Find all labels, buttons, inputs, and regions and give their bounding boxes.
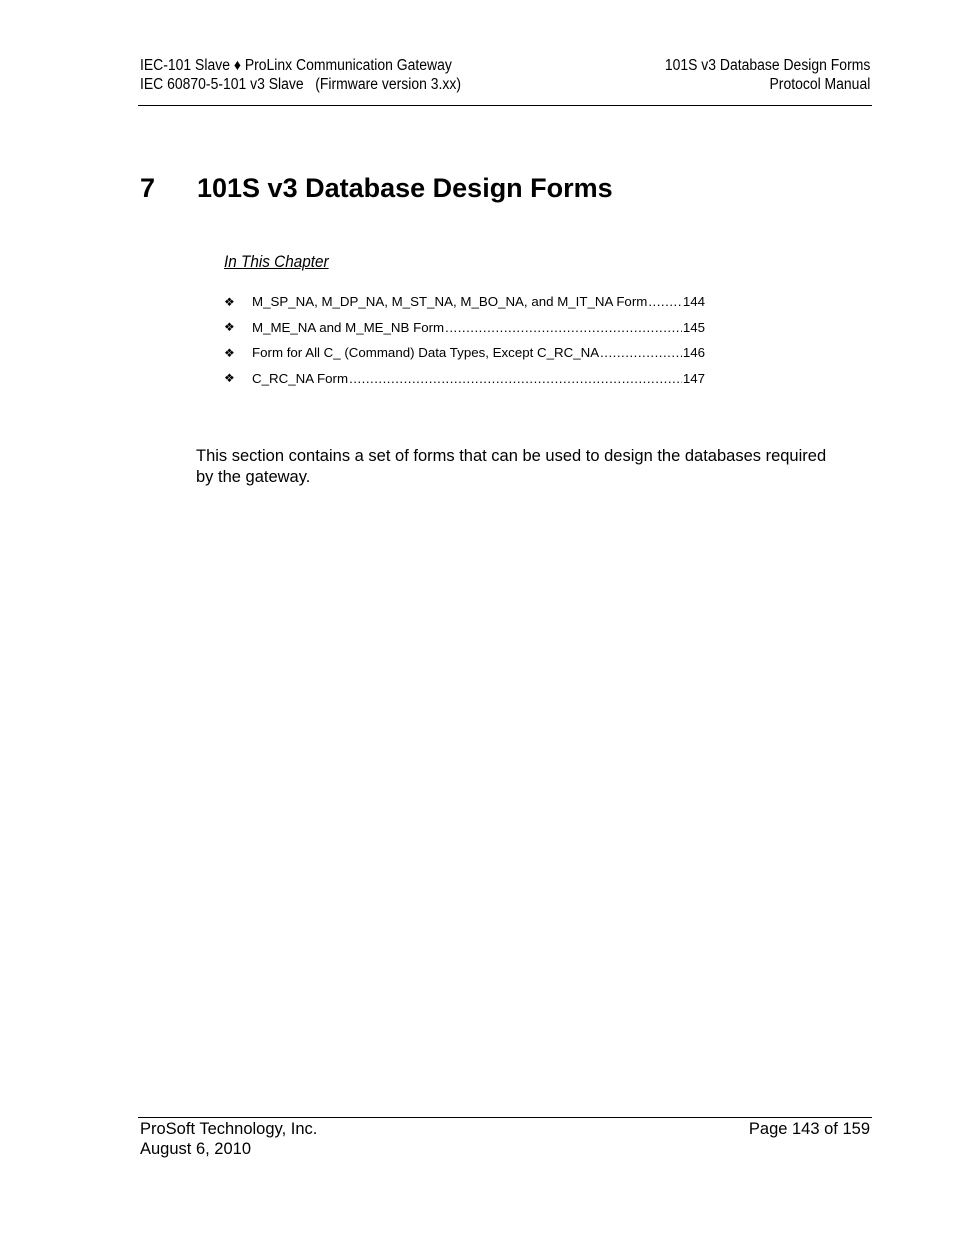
- toc-entry[interactable]: [224, 289, 705, 315]
- chapter-title: 101S v3 Database Design Forms: [197, 173, 613, 203]
- toc-leader-dots: [648, 294, 681, 309]
- bullet-diamond-icon: ❖: [224, 371, 235, 386]
- header-right: [665, 56, 870, 94]
- toc-leader-dots: [349, 371, 682, 386]
- page-header: [140, 56, 870, 104]
- toc-entry-page: 145: [682, 319, 705, 335]
- toc-entry-page: 146: [682, 345, 705, 361]
- toc-leader-dots: [445, 320, 682, 335]
- bullet-diamond-icon: ❖: [224, 294, 235, 309]
- toc-entry-page: 147: [682, 370, 705, 386]
- header-product-line: IEC-101 Slave ♦ ProLinx Communication Gateway: [140, 57, 452, 74]
- footer-page-number: Page 143 of 159: [748, 1120, 870, 1138]
- bullet-diamond-icon: ❖: [224, 320, 235, 335]
- toc-entry-title: C_RC_NA Form: [252, 370, 349, 386]
- toc-heading: In This Chapter: [224, 252, 329, 271]
- toc-entry[interactable]: [224, 315, 705, 341]
- header-divider: [138, 105, 872, 106]
- bullet-diamond-icon: ❖: [224, 345, 235, 360]
- footer-company: ProSoft Technology, Inc.: [140, 1120, 318, 1138]
- intro-paragraph: This section contains a set of forms that can be used to design the databases required by the gateway.: [196, 447, 827, 486]
- toc-entry[interactable]: [224, 340, 705, 366]
- toc-leader-dots: [600, 345, 682, 360]
- footer-left: [140, 1119, 317, 1159]
- header-left: [140, 56, 461, 94]
- toc-entry[interactable]: [224, 366, 705, 392]
- toc-entry-page: 144: [682, 294, 705, 310]
- header-firmware-line: IEC 60870-5-101 v3 Slave (Firmware version 3.xx): [140, 76, 461, 93]
- toc-entry-title: M_SP_NA, M_DP_NA, M_ST_NA, M_BO_NA, and M_IT_NA Form: [252, 294, 648, 310]
- toc-entry-title: Form for All C_ (Command) Data Types, Except C_RC_NA: [252, 345, 600, 361]
- toc-entry-title: M_ME_NA and M_ME_NB Form: [252, 319, 445, 335]
- chapter-number: 7: [140, 173, 156, 203]
- chapter-toc: [224, 289, 705, 391]
- footer-date: August 6, 2010: [140, 1140, 252, 1158]
- header-section-title: 101S v3 Database Design Forms: [664, 57, 870, 74]
- footer-divider: [138, 1117, 872, 1118]
- header-manual-type: Protocol Manual: [769, 76, 870, 93]
